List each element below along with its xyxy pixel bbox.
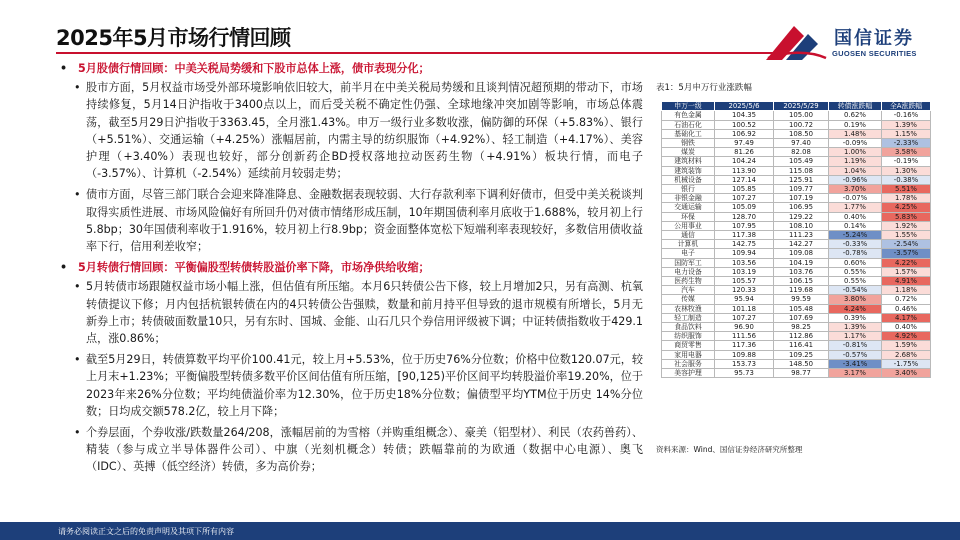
header-date-start: 2025/5/6 <box>715 102 774 111</box>
table-header-row <box>662 102 931 111</box>
cell-end-index: 99.59 <box>774 295 829 304</box>
logo-text-en: GUOSEN SECURITIES <box>832 49 917 58</box>
cell-cb-change: 1.19% <box>829 157 882 166</box>
cell-start-index: 109.94 <box>715 249 774 258</box>
cell-start-index: 106.92 <box>715 129 774 138</box>
table-row <box>662 111 931 120</box>
cell-end-index: 106.15 <box>774 277 829 286</box>
table-caption: 表1：5月申万行业涨跌幅 <box>656 83 752 93</box>
cell-all-a-change: 4.17% <box>882 313 931 322</box>
cell-industry: 家用电器 <box>662 350 715 359</box>
cell-cb-change: -0.81% <box>829 341 882 350</box>
cell-all-a-change: 1.55% <box>882 231 931 240</box>
cell-all-a-change: 5.51% <box>882 185 931 194</box>
cell-cb-change: 0.60% <box>829 258 882 267</box>
table-row <box>662 139 931 148</box>
paragraph-convertible-individual: • 个券层面，个券收涨/跌数量264/208，涨幅居前的为雪榕（并购重组概念）、豪美（铝型材）、利民（农药兽药）、精装（参与成立半导体器件公司）、中旗（光刻机概念）转债；跌幅靠前的为欧通（数据中心电源）、奥飞（IDC）、英搏（低空经济）转债，多为高价券； <box>58 424 643 476</box>
table-row <box>662 166 931 175</box>
cell-industry: 美容护理 <box>662 369 715 378</box>
table-row <box>662 249 931 258</box>
cell-end-index: 111.23 <box>774 231 829 240</box>
cell-end-index: 116.41 <box>774 341 829 350</box>
paragraph-convertible-valuation: • 截至5月29日，转债算数平均平价100.41元，较上月+5.53%，位于历史76%分位数；价格中位数120.07元，较上月末+1.23%；平衡偏股型转债多数平价区间估值有所压缩，[90,125)平价区间平均转股溢价率19.20%，位于2023年来26%分位数；平均纯债溢价率为12.30%，位于历史18%分位数；偏债型平均YTM位于历史 14%分位数；日均成交额578.2亿，较上月下降； <box>58 351 643 420</box>
cell-cb-change: -0.57% <box>829 350 882 359</box>
cell-all-a-change: 4.92% <box>882 332 931 341</box>
cell-cb-change: -0.07% <box>829 194 882 203</box>
cell-all-a-change: 1.30% <box>882 166 931 175</box>
header-industry: 申万一级 <box>662 102 715 111</box>
cell-end-index: 103.76 <box>774 267 829 276</box>
table-row <box>662 258 931 267</box>
table-row <box>662 350 931 359</box>
header-date-end: 2025/5/29 <box>774 102 829 111</box>
cell-cb-change: 1.00% <box>829 148 882 157</box>
cell-industry: 公用事业 <box>662 221 715 230</box>
industry-returns-table <box>661 101 931 378</box>
cell-cb-change: -0.33% <box>829 240 882 249</box>
title-divider <box>56 52 810 54</box>
cell-cb-change: 0.55% <box>829 267 882 276</box>
cell-end-index: 109.08 <box>774 249 829 258</box>
cell-all-a-change: 3.40% <box>882 369 931 378</box>
cell-start-index: 100.52 <box>715 120 774 129</box>
cell-end-index: 105.00 <box>774 111 829 120</box>
cell-all-a-change: 4.25% <box>882 203 931 212</box>
cell-industry: 非银金融 <box>662 194 715 203</box>
cell-end-index: 115.08 <box>774 166 829 175</box>
cell-start-index: 97.49 <box>715 139 774 148</box>
cell-all-a-change: -0.19% <box>882 157 931 166</box>
table-row <box>662 295 931 304</box>
cell-start-index: 113.90 <box>715 166 774 175</box>
cell-start-index: 95.73 <box>715 369 774 378</box>
table-row <box>662 341 931 350</box>
cell-end-index: 108.50 <box>774 129 829 138</box>
cell-start-index: 117.38 <box>715 231 774 240</box>
table-row <box>662 129 931 138</box>
paragraph-equity: • 股市方面，5月权益市场受外部环境影响依旧较大，前半月在中美关税局势缓和且谈判情况超预期的带动下，市场持续修复，5月14日沪指收于3400点以上，而后受关税不确定性仍强、全球地缘冲突加剧等影响，市场总体震荡，截至5月29日沪指收于3363.45，全月涨1.43%。申万一级行业多数收涨，偏防御的环保（+5.83%）、银行（+5.51%）、交通运输（+4.25%）涨幅居前，内需主导的纺织服饰（+4.92%）、轻工制造（+4.17%）、美容护理（+3.40%）表现也较好，部分创新药企BD授权落地拉动医药生物（+4.91%）板块行情，而电子（-3.57%）、计算机（-2.54%）延续前月较弱走势； <box>58 79 643 182</box>
cell-industry: 煤炭 <box>662 148 715 157</box>
cell-industry: 农林牧渔 <box>662 304 715 313</box>
cell-cb-change: 1.04% <box>829 166 882 175</box>
cell-cb-change: 1.48% <box>829 129 882 138</box>
cell-all-a-change: -2.33% <box>882 139 931 148</box>
table-source-note: 资料来源：Wind、国信证券经济研究所整理 <box>656 445 803 454</box>
cell-all-a-change: 1.15% <box>882 129 931 138</box>
cell-industry: 食品饮料 <box>662 323 715 332</box>
table-row <box>662 185 931 194</box>
cell-start-index: 104.24 <box>715 157 774 166</box>
cell-cb-change: 0.19% <box>829 120 882 129</box>
cell-start-index: 81.26 <box>715 148 774 157</box>
cell-cb-change: -3.41% <box>829 359 882 368</box>
cell-start-index: 107.27 <box>715 194 774 203</box>
cell-end-index: 105.49 <box>774 157 829 166</box>
cell-industry: 轻工制造 <box>662 313 715 322</box>
cell-industry: 建筑材料 <box>662 157 715 166</box>
cell-start-index: 104.35 <box>715 111 774 120</box>
cell-start-index: 109.88 <box>715 350 774 359</box>
cell-start-index: 142.75 <box>715 240 774 249</box>
page-title: 2025年5月市场行情回顾 <box>56 26 291 50</box>
cell-industry: 钢铁 <box>662 139 715 148</box>
cell-industry: 电子 <box>662 249 715 258</box>
section-heading-convertible: • 5月转债行情回顾：平衡偏股型转债转股溢价率下降，市场净供给收缩； <box>58 259 643 276</box>
table-row <box>662 231 931 240</box>
cell-end-index: 82.08 <box>774 148 829 157</box>
cell-all-a-change: 0.46% <box>882 304 931 313</box>
cell-industry: 电力设备 <box>662 267 715 276</box>
cell-industry: 建筑装饰 <box>662 166 715 175</box>
cell-all-a-change: 5.83% <box>882 212 931 221</box>
cell-industry: 国防军工 <box>662 258 715 267</box>
cell-cb-change: -0.54% <box>829 286 882 295</box>
cell-industry: 环保 <box>662 212 715 221</box>
cell-industry: 计算机 <box>662 240 715 249</box>
cell-industry: 银行 <box>662 185 715 194</box>
cell-all-a-change: 0.40% <box>882 323 931 332</box>
cell-end-index: 129.22 <box>774 212 829 221</box>
cell-start-index: 127.14 <box>715 175 774 184</box>
cell-start-index: 111.56 <box>715 332 774 341</box>
cell-start-index: 105.09 <box>715 203 774 212</box>
section-heading-equity-bond: • 5月股债行情回顾：中美关税局势缓和下股市总体上涨，债市表现分化； <box>58 60 643 77</box>
cell-end-index: 112.86 <box>774 332 829 341</box>
cell-end-index: 97.40 <box>774 139 829 148</box>
cell-industry: 汽车 <box>662 286 715 295</box>
cell-cb-change: -0.96% <box>829 175 882 184</box>
cell-end-index: 107.19 <box>774 194 829 203</box>
cell-industry: 有色金属 <box>662 111 715 120</box>
cell-industry: 通信 <box>662 231 715 240</box>
cell-start-index: 101.18 <box>715 304 774 313</box>
cell-cb-change: 3.70% <box>829 185 882 194</box>
cell-industry: 石油石化 <box>662 120 715 129</box>
table-row <box>662 240 931 249</box>
cell-all-a-change: 3.58% <box>882 148 931 157</box>
cell-end-index: 119.68 <box>774 286 829 295</box>
cell-cb-change: -0.09% <box>829 139 882 148</box>
cell-industry: 传媒 <box>662 295 715 304</box>
table-row <box>662 359 931 368</box>
cell-all-a-change: -1.75% <box>882 359 931 368</box>
table-row <box>662 286 931 295</box>
table-row <box>662 194 931 203</box>
cell-cb-change: 0.55% <box>829 277 882 286</box>
cell-start-index: 117.36 <box>715 341 774 350</box>
cell-start-index: 153.73 <box>715 359 774 368</box>
header-cb-change: 转债涨跌幅 <box>829 102 882 111</box>
cell-all-a-change: 1.39% <box>882 120 931 129</box>
cell-cb-change: 1.77% <box>829 203 882 212</box>
cell-cb-change: 0.39% <box>829 313 882 322</box>
cell-industry: 社会服务 <box>662 359 715 368</box>
cell-all-a-change: 1.59% <box>882 341 931 350</box>
header-all-a-change: 全A涨跌幅 <box>882 102 931 111</box>
cell-start-index: 128.70 <box>715 212 774 221</box>
table-row <box>662 157 931 166</box>
table-row <box>662 175 931 184</box>
cell-all-a-change: 1.92% <box>882 221 931 230</box>
cell-end-index: 98.25 <box>774 323 829 332</box>
cell-cb-change: 3.17% <box>829 369 882 378</box>
cell-end-index: 107.69 <box>774 313 829 322</box>
cell-cb-change: 0.14% <box>829 221 882 230</box>
cell-cb-change: -0.78% <box>829 249 882 258</box>
cell-industry: 机械设备 <box>662 175 715 184</box>
table-row <box>662 332 931 341</box>
cell-cb-change: 1.39% <box>829 323 882 332</box>
cell-all-a-change: 1.57% <box>882 267 931 276</box>
cell-all-a-change: 4.91% <box>882 277 931 286</box>
cell-start-index: 105.85 <box>715 185 774 194</box>
cell-industry: 纺织服饰 <box>662 332 715 341</box>
table-row <box>662 369 931 378</box>
cell-cb-change: 4.24% <box>829 304 882 313</box>
footer-disclaimer: 请务必阅读正文之后的免责声明及其项下所有内容 <box>58 527 234 536</box>
table-row <box>662 313 931 322</box>
cell-start-index: 120.33 <box>715 286 774 295</box>
cell-all-a-change: 1.18% <box>882 286 931 295</box>
table-row <box>662 221 931 230</box>
cell-end-index: 104.19 <box>774 258 829 267</box>
table-row <box>662 212 931 221</box>
cell-end-index: 142.27 <box>774 240 829 249</box>
cell-start-index: 105.57 <box>715 277 774 286</box>
cell-end-index: 100.72 <box>774 120 829 129</box>
cell-start-index: 95.94 <box>715 295 774 304</box>
cell-industry: 交通运输 <box>662 203 715 212</box>
cell-all-a-change: 1.78% <box>882 194 931 203</box>
cell-all-a-change: 2.68% <box>882 350 931 359</box>
cell-start-index: 107.27 <box>715 313 774 322</box>
cell-end-index: 109.25 <box>774 350 829 359</box>
cell-start-index: 96.90 <box>715 323 774 332</box>
cell-end-index: 105.48 <box>774 304 829 313</box>
table-row <box>662 267 931 276</box>
cell-end-index: 109.77 <box>774 185 829 194</box>
cell-industry: 基础化工 <box>662 129 715 138</box>
cell-start-index: 103.19 <box>715 267 774 276</box>
cell-cb-change: -5.24% <box>829 231 882 240</box>
cell-industry: 商贸零售 <box>662 341 715 350</box>
table-row <box>662 277 931 286</box>
table-row <box>662 203 931 212</box>
cell-start-index: 103.56 <box>715 258 774 267</box>
cell-end-index: 108.10 <box>774 221 829 230</box>
cell-end-index: 98.77 <box>774 369 829 378</box>
cell-end-index: 106.95 <box>774 203 829 212</box>
main-content <box>58 60 643 480</box>
cell-industry: 医药生物 <box>662 277 715 286</box>
cell-cb-change: 0.62% <box>829 111 882 120</box>
cell-end-index: 148.50 <box>774 359 829 368</box>
cell-cb-change: 1.17% <box>829 332 882 341</box>
cell-cb-change: 3.80% <box>829 295 882 304</box>
paragraph-bond: • 债市方面，尽管三部门联合会迎来降准降息、金融数据表现较弱、大行存款利率下调利好债市，但受中美关税谈判取得实质性进展、市场风险偏好有所回升仍对债市情绪形成压制，10年期国债利率月底收于1.688%，较月初上行5.8bp；30年国债利率收于1.916%，较月初上行8.9bp；资金面整体宽松下短端利率表现较好，多数信用债收益率下行，信用利差收窄； <box>58 186 643 255</box>
cell-cb-change: 0.40% <box>829 212 882 221</box>
cell-all-a-change: -3.57% <box>882 249 931 258</box>
table-row <box>662 120 931 129</box>
cell-start-index: 107.95 <box>715 221 774 230</box>
table-row <box>662 323 931 332</box>
cell-all-a-change: -0.38% <box>882 175 931 184</box>
cell-end-index: 125.91 <box>774 175 829 184</box>
table-row <box>662 304 931 313</box>
table-row <box>662 148 931 157</box>
cell-all-a-change: -2.54% <box>882 240 931 249</box>
logo-text-cn: 国信证券 <box>834 28 914 49</box>
cell-all-a-change: -0.16% <box>882 111 931 120</box>
paragraph-convertible-market: • 5月转债市场跟随权益市场小幅上涨，但估值有所压缩。本月6只转债公告下修，较上月增加2只，另有高测、杭氧转债提议下修；月内包括杭银转债在内的4只转债公告强赎，数量和前月持平但导致的退市规模有所增长，5月无新券上市；转债破面数量10只，另有东时、国城、金能、山石几只个券信用评级被下调；中证转债指数收于429.1点，涨0.86%； <box>58 278 643 347</box>
cell-all-a-change: 4.22% <box>882 258 931 267</box>
cell-all-a-change: 0.72% <box>882 295 931 304</box>
